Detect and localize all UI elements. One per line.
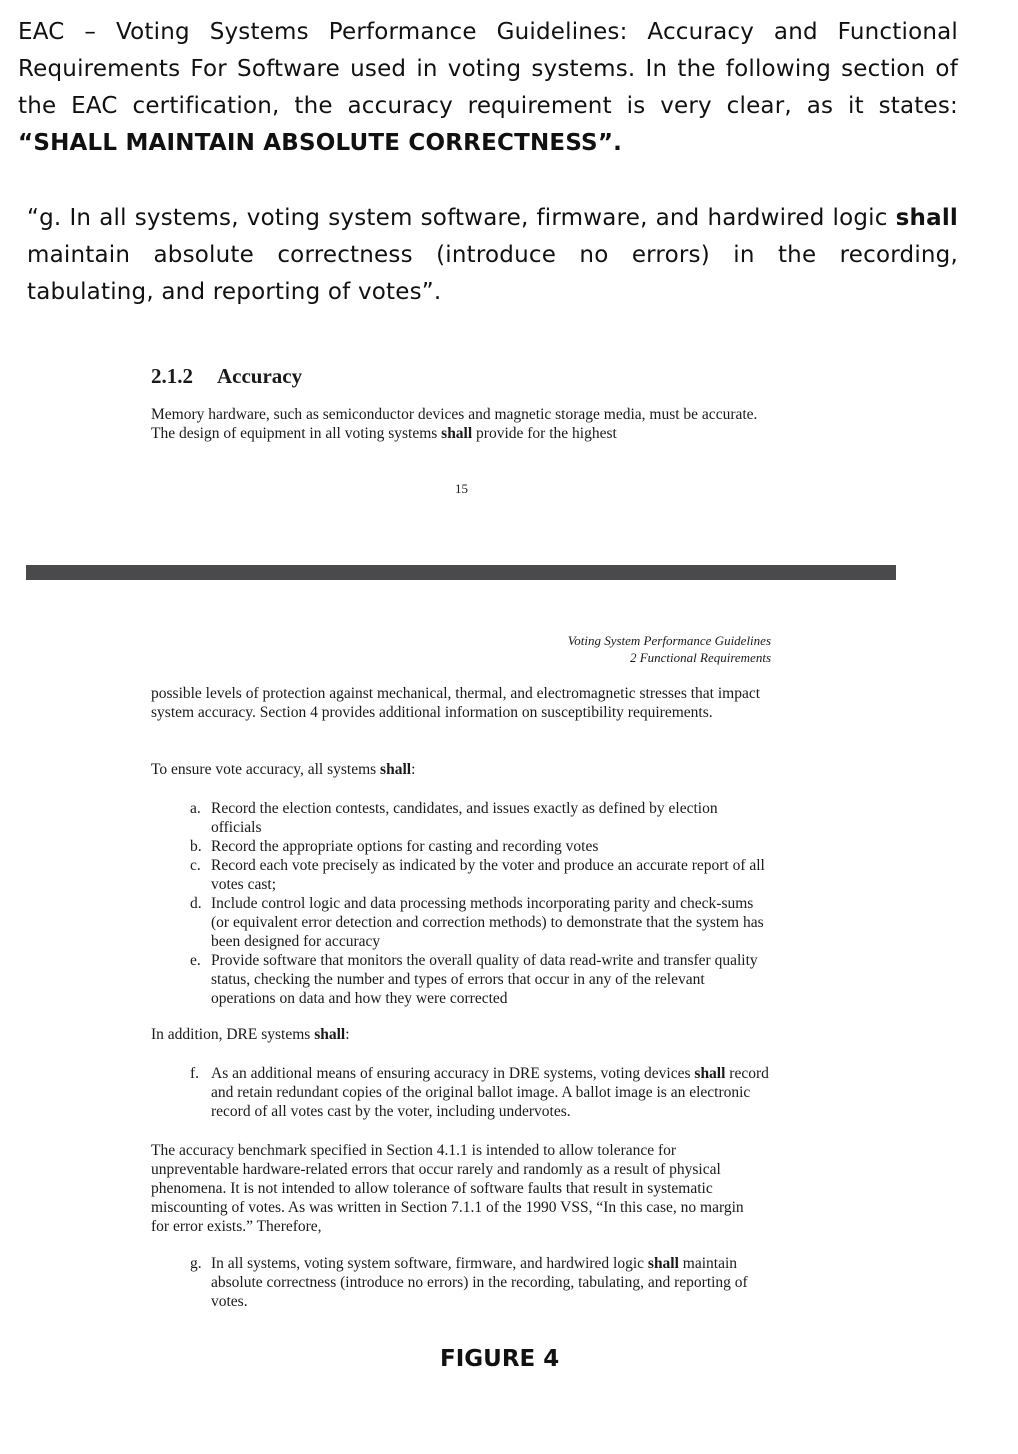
page-number: 15 xyxy=(455,481,468,496)
list-item xyxy=(190,894,770,951)
list-item xyxy=(190,1254,770,1311)
para1-strong: shall xyxy=(441,425,473,442)
para3-strong: shall xyxy=(380,761,412,778)
list-item-text xyxy=(211,1064,770,1121)
quote-strong: shall xyxy=(895,205,958,231)
figure-caption: FIGURE 4 xyxy=(440,1346,560,1372)
page-divider xyxy=(26,565,896,580)
excerpt-paragraph-3 xyxy=(151,760,763,779)
section-title: Accuracy xyxy=(217,364,303,388)
intro-text: EAC – Voting Systems Performance Guidelines: Accuracy and Functional Requirements For Software used in voting systems. In the following section of the EAC certification, the accuracy requirement is very clear, as it states: xyxy=(18,19,958,119)
section-heading xyxy=(151,364,302,389)
excerpt-paragraph-1 xyxy=(151,405,763,443)
para3-text-after: : xyxy=(411,761,416,778)
item-g-strong: shall xyxy=(647,1255,679,1272)
quote-text-after: maintain absolute correctness (introduce no errors) in the recording, tabulating, and reporting of votes”. xyxy=(27,242,958,305)
list-item xyxy=(190,799,770,837)
correctness-requirements-list xyxy=(190,1254,770,1311)
quote-text-before: “g. In all systems, voting system software, firmware, and hardwired logic xyxy=(27,205,896,231)
item-f-text-before: As an additional means of ensuring accuracy in DRE systems, voting devices xyxy=(211,1065,695,1082)
quoted-requirement xyxy=(27,200,958,311)
list-marker: e. xyxy=(190,952,201,969)
list-marker: d. xyxy=(190,895,202,912)
list-item-text: Provide software that monitors the overall quality of data read-write and transfer quality status, checking the number and types of errors that occur in any of the relevant operations on data and how they were corrected xyxy=(211,952,758,1007)
item-f-strong: shall xyxy=(694,1065,726,1082)
list-marker: a. xyxy=(190,800,201,817)
list-item-text: Record each vote precisely as indicated by the voter and produce an accurate report of all votes cast; xyxy=(211,857,765,893)
running-section: 2 Functional Requirements xyxy=(629,650,771,665)
list-marker: c. xyxy=(190,857,201,874)
list-item xyxy=(190,856,770,894)
list-marker: g. xyxy=(190,1255,202,1272)
running-header xyxy=(568,632,771,666)
para1-text-before: Memory hardware, such as semiconductor devices and magnetic storage media, must be accurate. The design of equipment in all voting systems xyxy=(151,406,758,442)
item-f-text-after: record and retain redundant copies of the original ballot image. A ballot image is an electronic record of all votes cast by the voter, including undervotes. xyxy=(211,1065,769,1120)
intro-emphasis: “SHALL MAINTAIN ABSOLUTE CORRECTNESS”. xyxy=(18,130,623,156)
excerpt-paragraph-2: possible levels of protection against mechanical, thermal, and electromagnetic stresses that impact system accuracy. Section 4 provides additional information on susceptibility requirements. xyxy=(151,685,761,721)
para3-text-before: To ensure vote accuracy, all systems xyxy=(151,761,381,778)
running-title: Voting System Performance Guidelines xyxy=(567,633,771,648)
list-item xyxy=(190,951,770,1008)
item-g-text-before: In all systems, voting system software, firmware, and hardwired logic xyxy=(211,1255,648,1272)
list-marker: f. xyxy=(190,1065,200,1082)
excerpt-paragraph-4 xyxy=(151,1025,763,1044)
list-item-text: Record the election contests, candidates, and issues exactly as defined by election officials xyxy=(211,800,718,836)
list-item-text xyxy=(211,1254,770,1311)
para4-text-before: In addition, DRE systems xyxy=(151,1026,315,1043)
item-g-text-after: maintain absolute correctness (introduce no errors) in the recording, tabulating, and reporting of votes. xyxy=(211,1255,748,1310)
intro-paragraph xyxy=(18,14,958,162)
requirements-list xyxy=(190,799,770,1008)
list-marker: b. xyxy=(190,838,202,855)
dre-requirements-list xyxy=(190,1064,770,1121)
para1-text-after: provide for the highest xyxy=(472,425,617,442)
list-item xyxy=(190,837,770,856)
para4-text-after: : xyxy=(345,1026,350,1043)
excerpt-paragraph-5: The accuracy benchmark specified in Section 4.1.1 is intended to allow tolerance for unpreventable hardware-related errors that occur rarely and randomly as a result of physical phenomena. It is not intended to allow tolerance of software faults that result in systematic miscounting of votes. As was written in Section 7.1.1 of the 1990 VSS, “In this case, no margin for error exists.” Therefore, xyxy=(151,1142,744,1235)
para4-strong: shall xyxy=(314,1026,346,1043)
list-item-text: Record the appropriate options for casting and recording votes xyxy=(211,838,599,855)
list-item-text: Include control logic and data processing methods incorporating parity and check-sums (or equivalent error detection and correction methods) to demonstrate that the system has been designed for accuracy xyxy=(211,895,764,950)
section-number: 2.1.2 xyxy=(151,364,193,388)
list-item xyxy=(190,1064,770,1121)
